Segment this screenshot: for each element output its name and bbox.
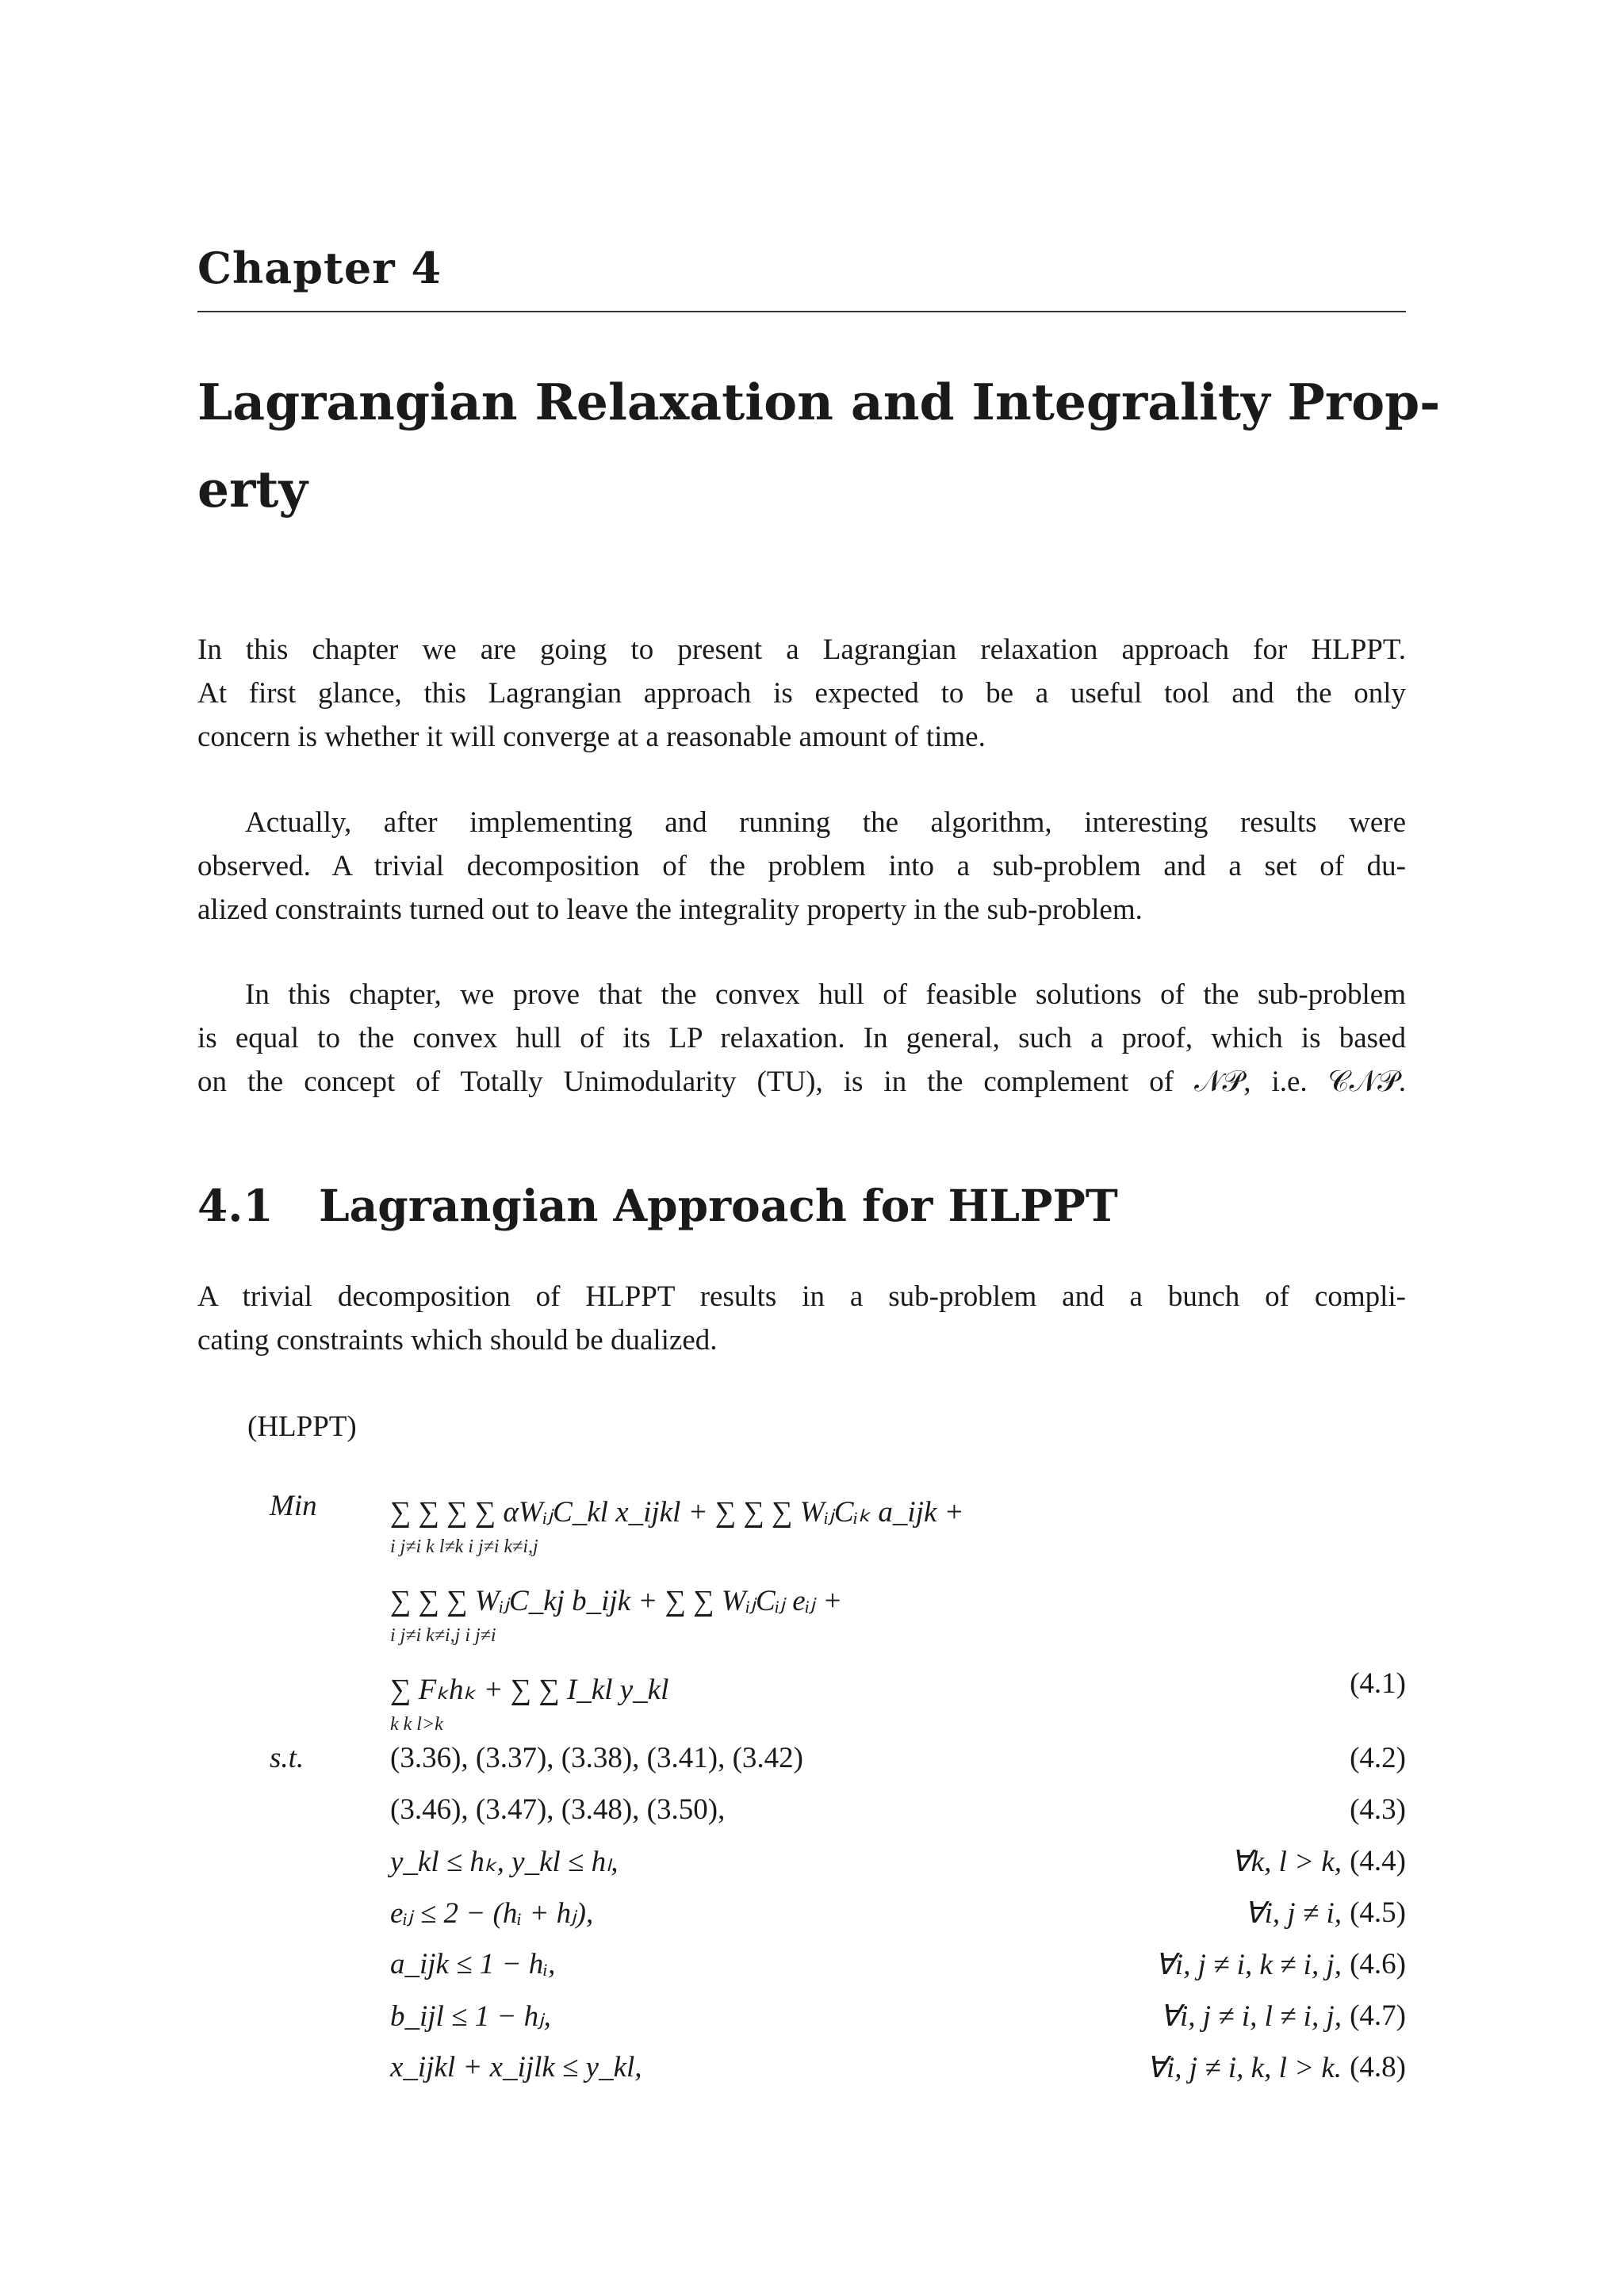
section-heading	[197, 1180, 1118, 1231]
equation-number: (4.5)	[1350, 1896, 1406, 1929]
intro-paragraph-2	[197, 801, 1406, 932]
chapter-label: Chapter 4	[197, 243, 442, 293]
constraint-row	[0, 1896, 1624, 1943]
constraint-body: y_kl ≤ hₖ, y_kl ≤ hₗ,	[390, 1846, 619, 1878]
text-line: In this chapter, we prove that the convex hull of feasible solutions of the sub-problem	[245, 978, 1406, 1011]
equation-number: (4.1)	[1350, 1667, 1406, 1700]
constraint-body: b_ijl ≤ 1 − hⱼ,	[390, 2000, 551, 2033]
objective-line-1	[0, 1489, 1624, 1584]
constraint-condition: ∀k, l > k,	[1231, 1846, 1342, 1878]
constraint-body: eᵢⱼ ≤ 2 − (hᵢ + hⱼ),	[390, 1897, 594, 1930]
section-paragraph-1	[197, 1275, 1406, 1362]
constraint-condition: ∀i, j ≠ i,	[1244, 1897, 1342, 1930]
summation-indices: i j≠i k≠i,j i j≠i	[390, 1625, 496, 1646]
text-line: concern is whether it will converge at a reasonable amount of time.	[197, 721, 986, 753]
text-line: observed. A trivial decomposition of the problem into a sub-problem and a set of du-	[197, 850, 1406, 882]
summation-indices: i j≠i k l≠k i j≠i k≠i,j	[390, 1536, 538, 1557]
equation-number: (4.6)	[1350, 1948, 1406, 1980]
equation-number: (4.4)	[1350, 1845, 1406, 1877]
objective-eqno-row	[0, 1667, 1624, 1714]
equation-number: (4.3)	[1350, 1793, 1406, 1826]
text-line: cating constraints which should be dualized.	[197, 1324, 718, 1357]
chapter-title-line: erty	[197, 460, 308, 519]
objective-term: ∑ ∑ ∑ WᵢⱼC_kj b_ijk + ∑ ∑ WᵢⱼCᵢⱼ eᵢⱼ +	[390, 1585, 843, 1617]
summation-indices: k k l>k	[390, 1714, 443, 1735]
objective-line-2	[0, 1578, 1624, 1673]
model-name: (HLPPT)	[247, 1410, 357, 1443]
text-line: is equal to the convex hull of its LP relaxation. In general, such a proof, which is based	[197, 1022, 1406, 1054]
st-label: s.t.	[270, 1742, 304, 1774]
constraint-body: a_ijk ≤ 1 − hᵢ,	[390, 1948, 556, 1980]
equation-number: (4.2)	[1350, 1742, 1406, 1774]
constraint-condition: ∀i, j ≠ i, k ≠ i, j,	[1155, 1949, 1342, 1981]
constraint-row	[0, 2050, 1624, 2098]
constraint-row	[0, 1844, 1624, 1892]
intro-paragraph-3	[197, 973, 1406, 1104]
constraint-condition: ∀i, j ≠ i, l ≠ i, j,	[1159, 2000, 1342, 2033]
constraint-row	[0, 1947, 1624, 1995]
objective-label: Min	[270, 1490, 317, 1522]
text-line: alized constraints turned out to leave the integrality property in the sub-problem.	[197, 894, 1143, 926]
text-line: At first glance, this Lagrangian approach is expected to be a useful tool and the only	[197, 677, 1406, 710]
constraint-body: x_ijkl + x_ijlk ≤ y_kl,	[390, 2051, 642, 2084]
intro-paragraph-1	[197, 628, 1406, 759]
objective-term: ∑ Fₖhₖ + ∑ ∑ I_kl y_kl	[390, 1674, 669, 1706]
text-line: A trivial decomposition of HLPPT results in a sub-problem and a bunch of compli-	[197, 1280, 1406, 1313]
chapter-title	[197, 358, 1441, 533]
text-line: Actually, after implementing and running the algorithm, interesting results were	[245, 806, 1406, 839]
section-title: Lagrangian Approach for HLPPT	[319, 1180, 1118, 1231]
section-number: 4.1	[197, 1180, 274, 1231]
text-line: In this chapter we are going to present a Lagrangian relaxation approach for HLPPT.	[197, 633, 1406, 666]
equation-number: (4.8)	[1350, 2051, 1406, 2084]
chapter-rule	[197, 311, 1406, 312]
constraint-row	[0, 1741, 1624, 1789]
text-line: on the concept of Totally Unimodularity (TU), is in the complement of 𝒩𝒫, i.e. 𝒞𝒩𝒫.	[197, 1066, 1406, 1098]
equation-number: (4.7)	[1350, 1999, 1406, 2032]
objective-term: ∑ ∑ ∑ ∑ αWᵢⱼC_kl x_ijkl + ∑ ∑ ∑ WᵢⱼCᵢₖ a_ijk +	[390, 1496, 964, 1529]
constraint-row	[0, 1999, 1624, 2046]
constraint-row	[0, 1793, 1624, 1840]
chapter-title-line: Lagrangian Relaxation and Integrality Prop-	[197, 373, 1441, 431]
constraint-body: (3.46), (3.47), (3.48), (3.50),	[390, 1793, 726, 1826]
constraint-condition: ∀i, j ≠ i, k, l > k.	[1146, 2052, 1342, 2084]
constraint-body: (3.36), (3.37), (3.38), (3.41), (3.42)	[390, 1742, 803, 1774]
